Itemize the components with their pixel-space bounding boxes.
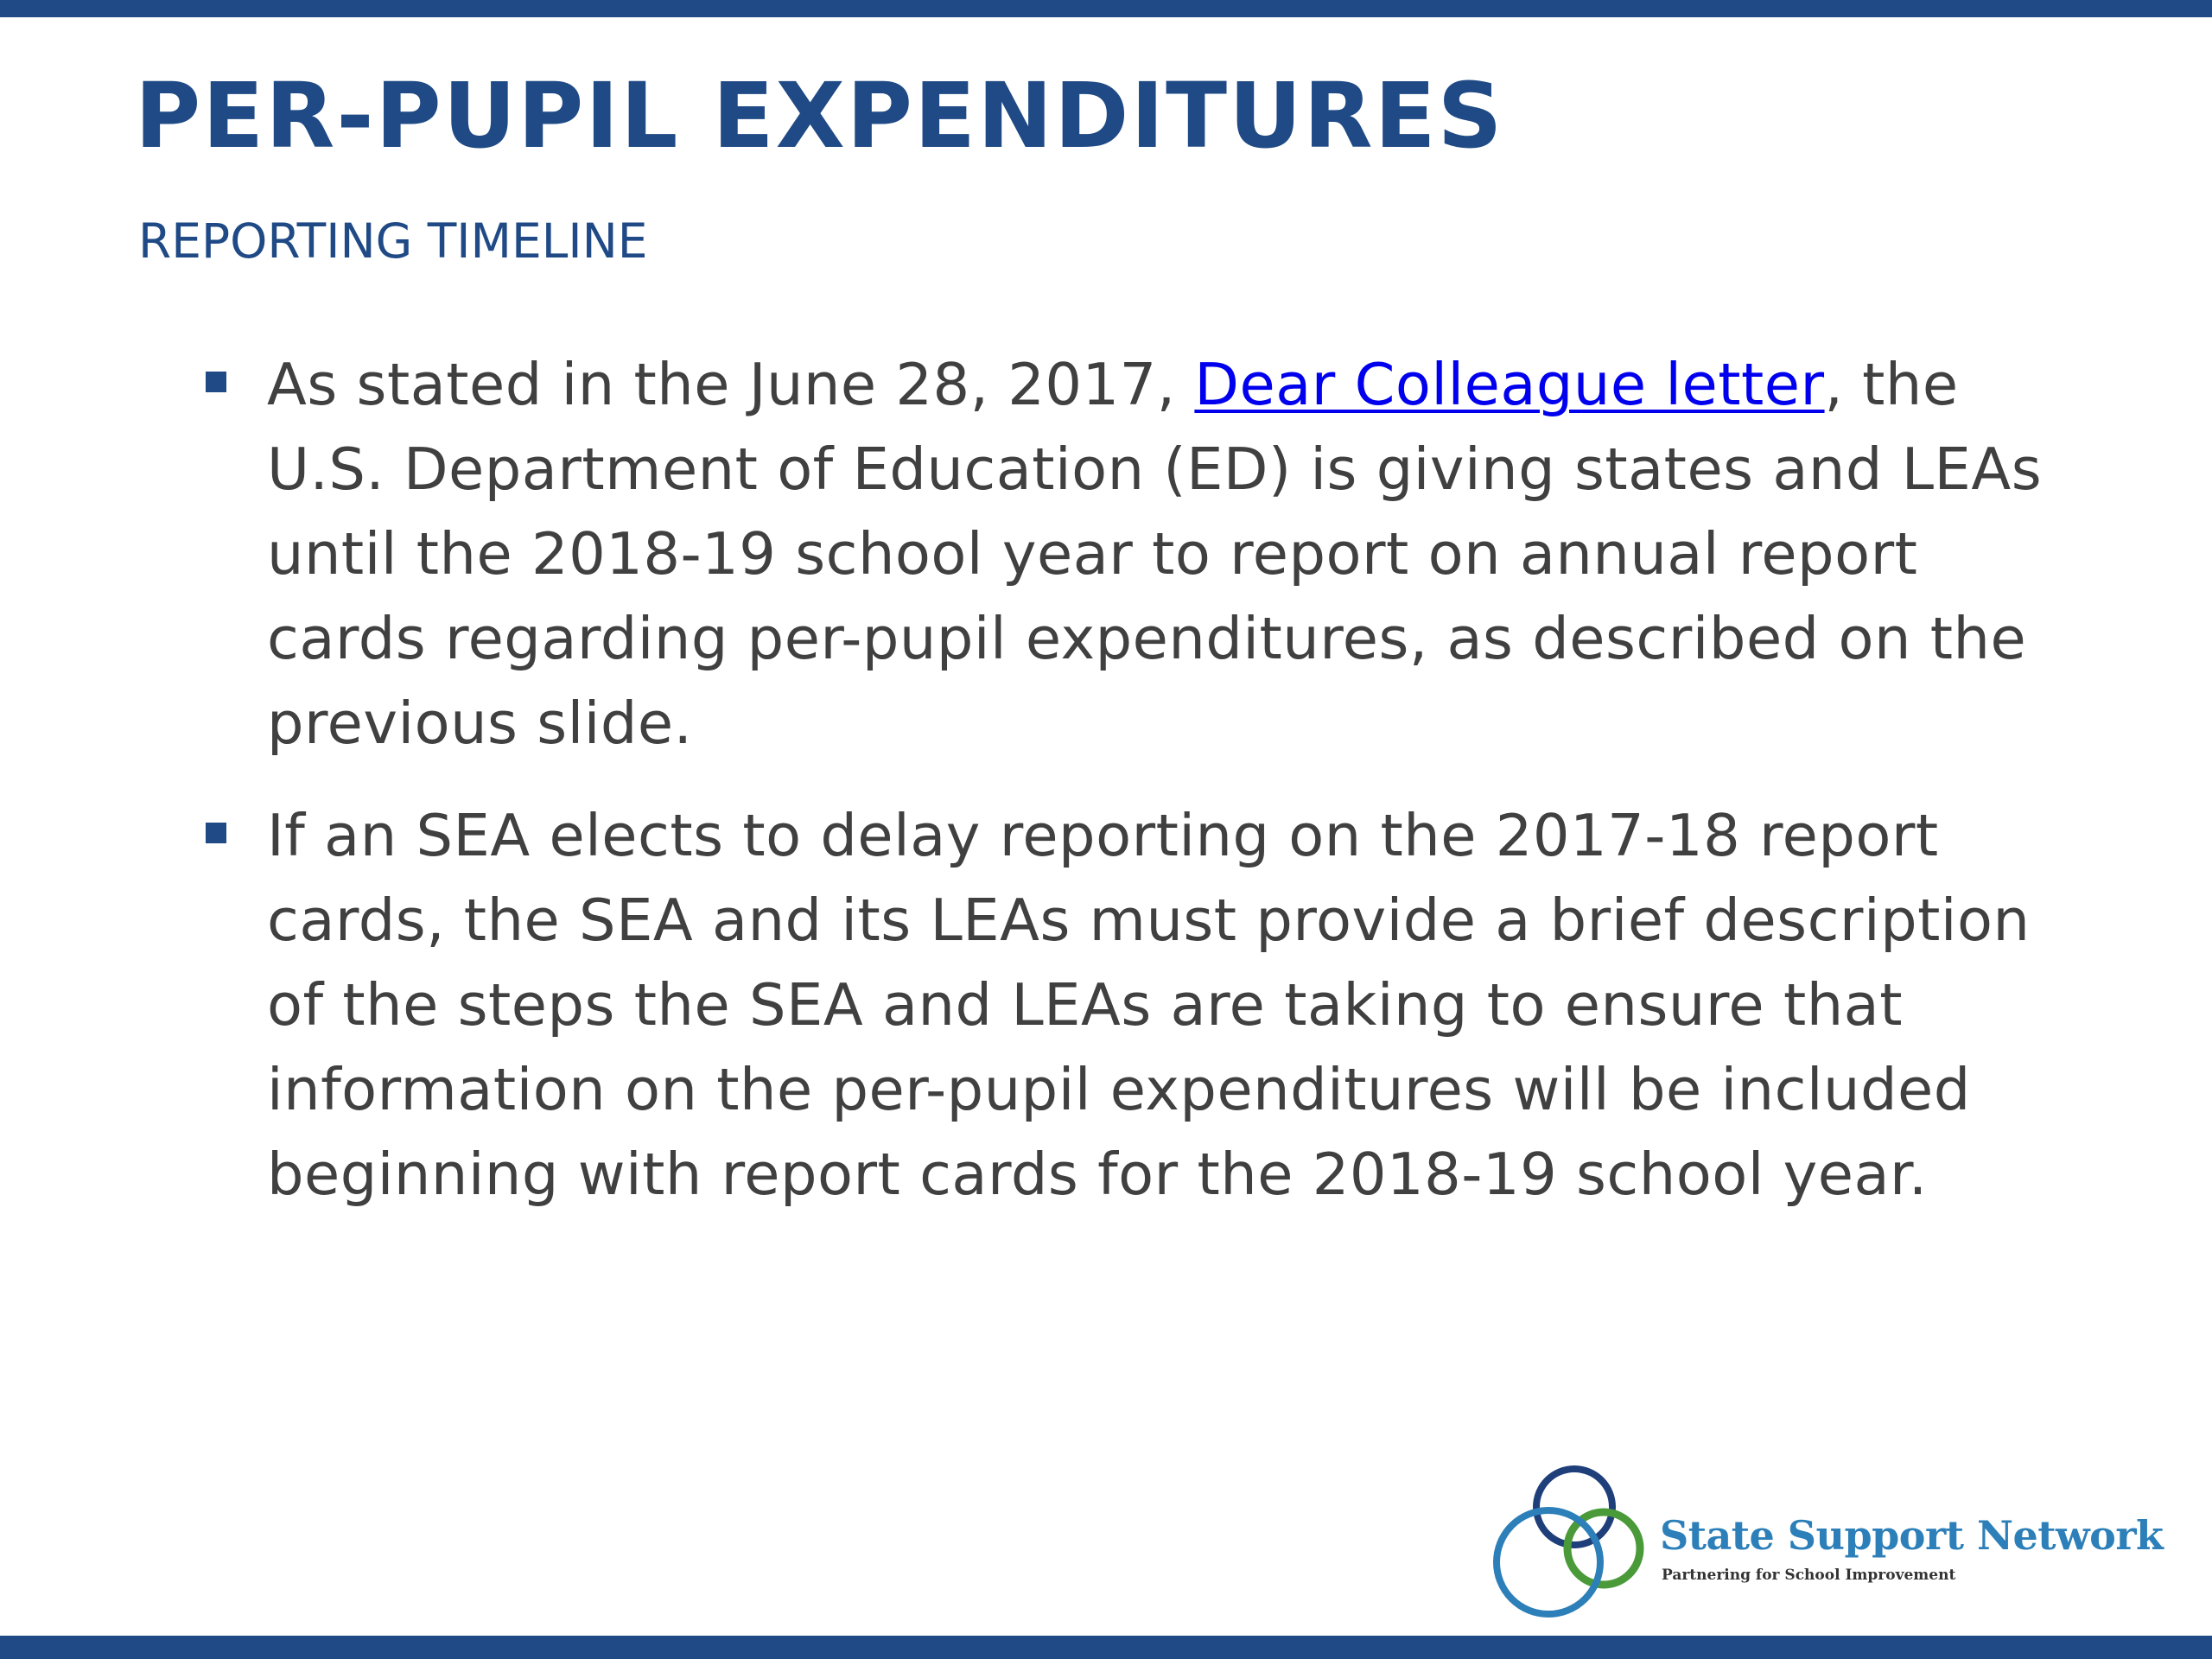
three-interlocking-rings-icon [1484, 1459, 1657, 1628]
bullet-item [0, 793, 2212, 1217]
bullet-item [0, 342, 2212, 766]
bullet-text-rest: , the U.S. Department of Education (ED) is giving states and LEAs until the 2018-19 school year to report on annual report cards regarding per-pupil expenditures, as described on the previous slide. [267, 351, 2043, 757]
bottom-accent-bar [0, 1636, 2212, 1659]
dear-colleague-letter-link[interactable]: Dear Colleague letter [1194, 351, 1825, 418]
square-bullet-icon [206, 823, 226, 843]
bullet-text [267, 342, 2077, 766]
bullet-text-lead: As stated in the June 28, 2017, [267, 351, 1195, 418]
bullet-text: If an SEA elects to delay reporting on the 2017-18 report cards, the SEA and its LEAs must provide a brief description of the steps the SEA and LEAs are taking to ensure that information on the per-pupil expenditures will be included beginning with report cards for the 2018-19 school year. [267, 802, 2031, 1208]
top-accent-bar [0, 0, 2212, 17]
logo-tagline: Partnering for School Improvement [1662, 1567, 1956, 1584]
state-support-network-logo [1484, 1459, 2164, 1628]
slide-subtitle: REPORTING TIMELINE [138, 213, 648, 269]
bullet-list [0, 342, 2212, 1244]
slide-title: PER-PUPIL EXPENDITURES [135, 63, 1504, 168]
logo-name: State Support Network [1660, 1512, 2164, 1559]
square-bullet-icon [206, 372, 226, 392]
